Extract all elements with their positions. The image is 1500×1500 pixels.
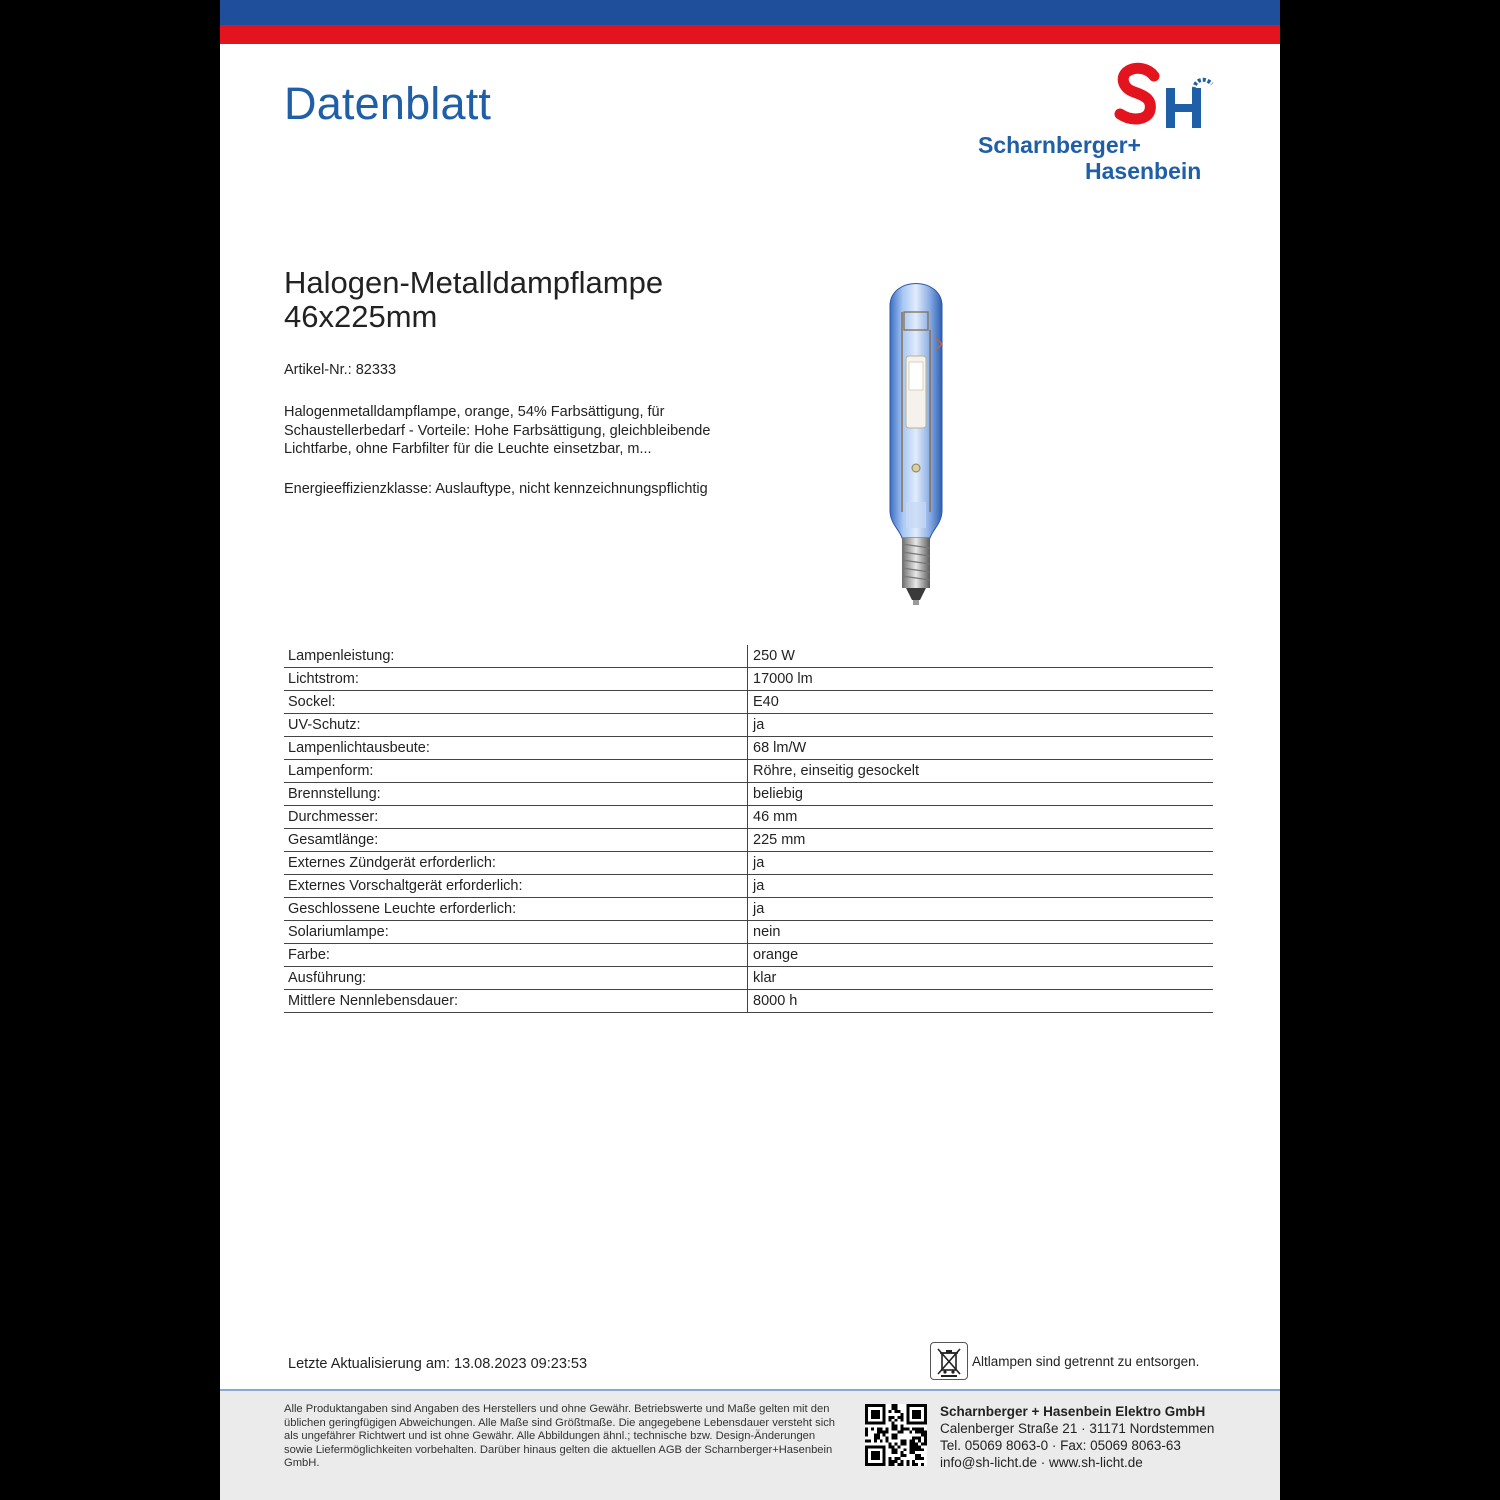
metal-halide-lamp-icon — [880, 272, 952, 606]
spec-value: 225 mm — [748, 829, 1214, 852]
spec-label: UV-Schutz: — [284, 714, 748, 737]
sh-logo-mark-icon — [1108, 62, 1220, 128]
spec-value: 17000 lm — [748, 668, 1214, 691]
company-phone: Tel. 05069 8063-0 · Fax: 05069 8063-63 — [940, 1438, 1181, 1453]
spec-label: Sockel: — [284, 691, 748, 714]
spec-value: ja — [748, 898, 1214, 921]
spec-row — [284, 760, 1213, 783]
last-updated-value: 13.08.2023 09:23:53 — [454, 1356, 588, 1372]
spec-value: Röhre, einseitig gesockelt — [748, 760, 1214, 783]
qr-code-icon — [865, 1404, 927, 1466]
product-description: Halogenmetalldampflampe, orange, 54% Farbsättigung, für Schaustellerbedarf - Vorteile: Hohe Farbsättigung, gleichbleibende Lichtfarbe, ohne Farbfilter für die Leuchte einsetzbar, m... — [284, 404, 711, 457]
spec-value: ja — [748, 875, 1214, 898]
spec-label: Externes Vorschaltgerät erforderlich: — [284, 875, 748, 898]
spec-value: nein — [748, 921, 1214, 944]
spec-row — [284, 944, 1213, 967]
company-name: Scharnberger + Hasenbein Elektro GmbH — [940, 1404, 1206, 1419]
spec-label: Lampenlichtausbeute: — [284, 737, 748, 760]
spec-value: E40 — [748, 691, 1214, 714]
document-title: Datenblatt — [284, 78, 492, 129]
datasheet-page — [220, 0, 1280, 1500]
spec-label: Geschlossene Leuchte erforderlich: — [284, 898, 748, 921]
spec-value: 46 mm — [748, 806, 1214, 829]
spec-value: beliebig — [748, 783, 1214, 806]
energy-efficiency-class: Energieeffizienzklasse: Auslauftype, nicht kennzeichnungspflichtig — [284, 481, 708, 497]
spec-row — [284, 875, 1213, 898]
header-stripe-red — [220, 25, 1280, 44]
spec-label: Lampenleistung: — [284, 645, 748, 668]
logo-text-line2: Hasenbein — [1085, 158, 1202, 184]
spec-label: Mittlere Nennlebensdauer: — [284, 990, 748, 1013]
last-updated-label: Letzte Aktualisierung am: — [288, 1356, 451, 1372]
spec-row — [284, 783, 1213, 806]
spec-label: Farbe: — [284, 944, 748, 967]
spec-row — [284, 714, 1213, 737]
spec-value: orange — [748, 944, 1214, 967]
spec-label: Ausführung: — [284, 967, 748, 990]
product-title-line1: Halogen-Metalldampflampe — [284, 265, 664, 300]
legal-disclaimer: Alle Produktangaben sind Angaben des Herstellers und ohne Gewähr. Betriebswerte und Maße gelten mit den üblichen geringfügigen Abweichungen. Alle Maße sind Größtmaße. Die angegebene Lebensdauer versteht sich als ungefährer Richtwert und ist ohne Gewähr. Alle Abbildungen ähnl.; technische bzw. Design-Änderungen sowie Liefermöglichkeiten vorbehalten. Darüber hinaus gelten die aktuellen AGB der Scharnberger+Hasenbein GmbH. — [284, 1403, 836, 1470]
product-title — [284, 266, 804, 334]
last-updated — [284, 1356, 587, 1372]
article-number: Artikel-Nr.: 82333 — [284, 362, 397, 378]
spec-label: Solariumlampe: — [284, 921, 748, 944]
logo-text-line1: Scharnberger+ — [978, 132, 1141, 158]
spec-row — [284, 990, 1213, 1013]
spec-row — [284, 921, 1213, 944]
spec-label: Durchmesser: — [284, 806, 748, 829]
footer-divider — [220, 1389, 1280, 1391]
spec-value: ja — [748, 714, 1214, 737]
spec-row — [284, 737, 1213, 760]
spec-label: Lichtstrom: — [284, 668, 748, 691]
spec-row — [284, 806, 1213, 829]
spec-row — [284, 668, 1213, 691]
header-stripe-blue — [220, 0, 1280, 25]
spec-row — [284, 691, 1213, 714]
company-logo — [978, 62, 1218, 187]
spec-value: 68 lm/W — [748, 737, 1214, 760]
company-web: info@sh-licht.de · www.sh-licht.de — [940, 1455, 1143, 1470]
company-address: Calenberger Straße 21 · 31171 Nordstemmen — [940, 1421, 1215, 1436]
spec-value: 250 W — [748, 645, 1214, 668]
spec-row — [284, 852, 1213, 875]
footer — [220, 1389, 1280, 1500]
crossed-out-bin-icon — [930, 1342, 968, 1380]
spec-row — [284, 829, 1213, 852]
recycling-note: Altlampen sind getrennt zu entsorgen. — [972, 1354, 1200, 1369]
spec-value: klar — [748, 967, 1214, 990]
spec-row — [284, 645, 1213, 668]
spec-value: 8000 h — [748, 990, 1214, 1013]
spec-row — [284, 967, 1213, 990]
spec-value: ja — [748, 852, 1214, 875]
spec-row — [284, 898, 1213, 921]
spec-label: Lampenform: — [284, 760, 748, 783]
product-title-line2: 46x225mm — [284, 299, 438, 334]
company-contact — [940, 1403, 1214, 1471]
spec-label: Externes Zündgerät erforderlich: — [284, 852, 748, 875]
spec-label: Brennstellung: — [284, 783, 748, 806]
specifications-table — [284, 645, 1213, 1013]
spec-label: Gesamtlänge: — [284, 829, 748, 852]
